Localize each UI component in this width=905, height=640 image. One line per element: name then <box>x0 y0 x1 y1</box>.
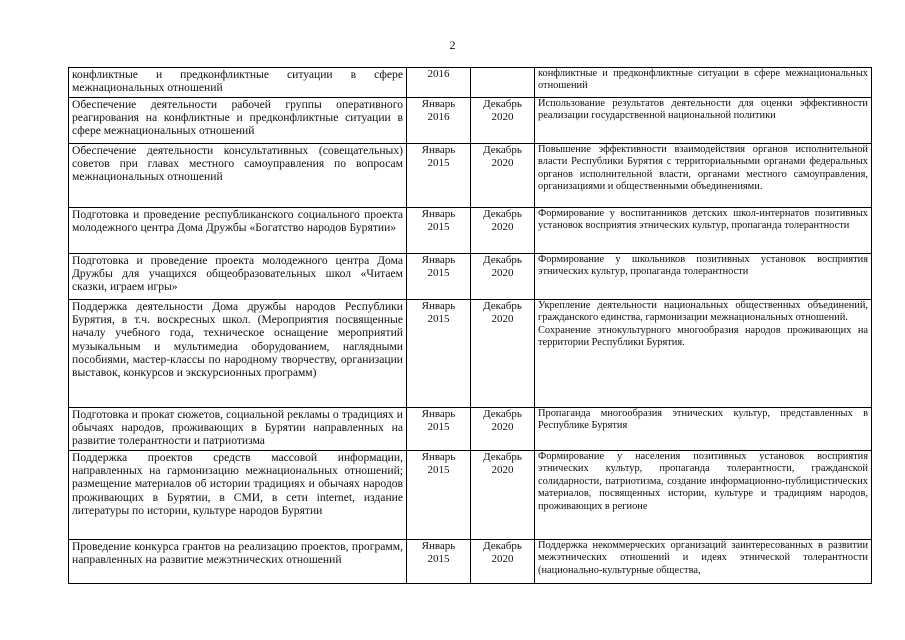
activity-cell <box>69 451 407 540</box>
expected-result-cell-text: Поддержка некоммерческих организаций заинтересованных в развитии межэтнических отношений и идеях этнической толерантности (национально-культурные общества, <box>538 540 868 576</box>
start-date-cell <box>407 208 471 254</box>
start-date-cell <box>407 68 471 98</box>
expected-result-cell-text: Использование результатов деятельности для оценки эффективности реализации государственной национальной политики <box>538 98 868 122</box>
activity-cell <box>69 208 407 254</box>
activity-cell-text: Подготовка и прокат сюжетов, социальной рекламы о традициях и обычаях народов, проживающих в Бурятии направленных на развитие толерантности и патриотизма <box>72 408 403 448</box>
expected-result-cell-text: конфликтные и предконфликтные ситуации в сфере межнациональных отношений <box>538 68 868 92</box>
start-date-cell-text: Январь 2015 <box>421 300 456 325</box>
activity-cell <box>69 68 407 98</box>
activities-table <box>68 67 872 584</box>
end-date-cell-text: Декабрь 2020 <box>483 300 522 325</box>
activity-cell <box>69 144 407 208</box>
start-date-cell-text: Январь 2015 <box>421 208 456 233</box>
end-date-cell <box>471 254 535 300</box>
start-date-cell-text: Январь 2015 <box>421 540 456 565</box>
table-row <box>69 98 872 144</box>
expected-result-cell <box>535 98 872 144</box>
table-row <box>69 408 872 451</box>
activity-cell-text: конфликтные и предконфликтные ситуации в сфере межнациональных отношений <box>72 68 403 95</box>
expected-result-cell <box>535 144 872 208</box>
end-date-cell-text: Декабрь 2020 <box>483 144 522 169</box>
table-row <box>69 208 872 254</box>
expected-result-cell <box>535 451 872 540</box>
end-date-cell <box>471 451 535 540</box>
expected-result-cell <box>535 300 872 408</box>
end-date-cell <box>471 408 535 451</box>
activity-cell <box>69 408 407 451</box>
table-row <box>69 254 872 300</box>
expected-result-cell <box>535 540 872 584</box>
activity-cell-text: Подготовка и проведение проекта молодежного центра Дома Дружбы для учащихся общеобразовательных школ «Читаем сказки, играем игры» <box>72 254 403 294</box>
activity-cell <box>69 300 407 408</box>
end-date-cell <box>471 144 535 208</box>
start-date-cell <box>407 254 471 300</box>
start-date-cell <box>407 98 471 144</box>
activity-cell <box>69 98 407 144</box>
start-date-cell-text: Январь 2016 <box>421 98 456 123</box>
expected-result-cell <box>535 208 872 254</box>
table-row <box>69 300 872 408</box>
expected-result-cell-text: Формирование у школьников позитивных установок восприятия этнических культур, пропаганда толерантности <box>538 254 868 278</box>
end-date-cell <box>471 540 535 584</box>
activity-cell <box>69 254 407 300</box>
activity-cell-text: Проведение конкурса грантов на реализацию проектов, программ, направленных на развитие межэтнических отношений <box>72 540 403 567</box>
start-date-cell-text: Январь 2015 <box>421 451 456 476</box>
table-row <box>69 451 872 540</box>
expected-result-cell-text: Формирование у воспитанников детских школ-интернатов позитивных установок восприятия этнических культур, пропаганда толерантности <box>538 208 868 232</box>
end-date-cell <box>471 98 535 144</box>
start-date-cell-text: Январь 2015 <box>421 254 456 279</box>
end-date-cell <box>471 68 535 98</box>
expected-result-cell <box>535 68 872 98</box>
activity-cell <box>69 540 407 584</box>
page-number: 2 <box>449 38 456 52</box>
activity-cell-text: Обеспечение деятельности рабочей группы оперативного реагирования на конфликтные и предконфликтные ситуации в сфере межнациональных отношений <box>72 98 403 138</box>
start-date-cell <box>407 144 471 208</box>
expected-result-cell-text: Пропаганда многообразия этнических культур, представленных в Республике Бурятия <box>538 408 868 432</box>
expected-result-cell <box>535 408 872 451</box>
start-date-cell-text: Январь 2015 <box>421 408 456 433</box>
expected-result-cell-text: Повышение эффективности взаимодействия органов исполнительной власти Республики Бурятия с территориальными органами федеральных органов исполнительной власти, органами местного самоуправления, организациями и общественными объединениями. <box>538 144 868 193</box>
activity-cell-text: Поддержка деятельности Дома дружбы народов Республики Бурятия, в т.ч. воскресных школ. (Мероприятия посвященные началу учебного года, техническое оснащение мероприятий музыкальным и мультимедиа оборудованием, наглядными пособиями, мастер-классы по народному творчеству, организации выставок, конкурсов и экскурсионных программ) <box>72 300 403 380</box>
start-date-cell <box>407 540 471 584</box>
start-date-cell-text: 2016 <box>427 68 450 80</box>
expected-result-cell-text: Формирование у населения позитивных установок восприятия этнических культур, пропаганда толерантности, гражданской солидарности, патриотизма, создание информационно-публицистических материалов, посвященных истории, культуре и традициям народов, проживающих в регионе <box>538 451 868 512</box>
activity-cell-text: Поддержка проектов средств массовой информации, направленных на гармонизацию межнациональных отношений; размещение материалов об истории традициях и обычаях народов проживающих в Бурятии, в СМИ, в сети internet, издание литературы по истории, культуре народов Бурятии <box>72 451 403 517</box>
start-date-cell <box>407 408 471 451</box>
end-date-cell-text: Декабрь 2020 <box>483 451 522 476</box>
end-date-cell <box>471 208 535 254</box>
expected-result-cell-text: Укрепление деятельности национальных общественных объединений, гражданского единства, гармонизации межнациональных отношений. Сохранение этнокультурного многообразия народов проживающих на территории Республики Бурятия. <box>538 300 868 349</box>
table-row <box>69 68 872 98</box>
end-date-cell-text: Декабрь 2020 <box>483 540 522 565</box>
start-date-cell <box>407 451 471 540</box>
start-date-cell-text: Январь 2015 <box>421 144 456 169</box>
end-date-cell-text: Декабрь 2020 <box>483 208 522 233</box>
table-row <box>69 540 872 584</box>
activity-cell-text: Обеспечение деятельности консультативных (совещательных) советов при главах местного самоуправления по вопросам межнациональных отношений <box>72 144 403 184</box>
end-date-cell-text: Декабрь 2020 <box>483 408 522 433</box>
expected-result-cell <box>535 254 872 300</box>
table-body <box>69 68 872 584</box>
table-row <box>69 144 872 208</box>
start-date-cell <box>407 300 471 408</box>
end-date-cell-text: Декабрь 2020 <box>483 254 522 279</box>
activity-cell-text: Подготовка и проведение республиканского социального проекта молодежного центра Дома Дружбы «Богатство народов Бурятии» <box>72 208 403 235</box>
end-date-cell <box>471 300 535 408</box>
end-date-cell-text: Декабрь 2020 <box>483 98 522 123</box>
